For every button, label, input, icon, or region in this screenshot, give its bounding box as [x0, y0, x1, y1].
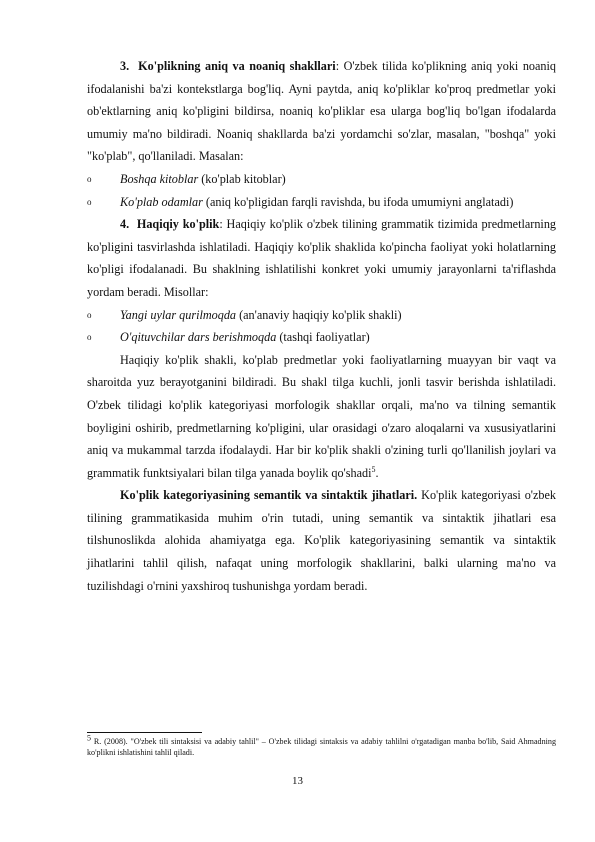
example-italic: Ko'plab odamlar [120, 194, 203, 209]
page-number: 13 [292, 775, 303, 787]
example-rest: (ko'plab kitoblar) [198, 171, 286, 186]
bullet-icon: o [87, 332, 92, 343]
example-item [87, 304, 556, 327]
section-4-number: 4. [120, 217, 130, 232]
footnote-number: 5 [87, 733, 91, 743]
example-italic: Yangi uylar qurilmoqda [120, 307, 237, 322]
bullet-icon: o [87, 196, 92, 207]
final-paragraph [87, 484, 556, 597]
section-3-number: 3. [120, 59, 130, 73]
section-3-paragraph [87, 55, 556, 168]
example-item [87, 191, 556, 214]
summary-text: Haqiqiy ko'plik shakli, ko'plab predmetlar yoki faoliyatlarning muayyan bir vaqt va sharoitda yuz berayotganini bildiradi. Bu shakl tilga kuchli, jonli tasvir berishda ishlatiladi. O'zbek tilidagi ko'plik kategoriyasi morfologik shakllar orqali, ma'no va tilning semantik boyligini oshirib, predmetlarning ko'pligini, ular orasidagi o'zaro aloqalarni va xususiyatlarini aniq va mukammal tarzda ifodalaydi. Har bir ko'plik shakli o'zining turli qo'llanilish joylari va grammatik funktsiyalari bilan tilga yanada boylik qo'shadi [87, 352, 556, 480]
footnote-divider [87, 732, 202, 733]
final-text: Ko'plik kategoriyasi o'zbek tilining grammatikasida muhim o'rin tutadi, uning semantik va sintaktik jihatlari esa tilshunoslikda alohida ahamiyatga ega. Ko'plik kategoriyasining semantik va sintaktik jihatlarini tahlil qilish, nafaqat uning morfologik shakllarini, balki ularning ma'no va tuzilishdagi o'rnini yaxshiroq tushunishga yordam beradi. [87, 488, 556, 593]
example-rest: (an'anaviy haqiqiy ko'plik shakli) [236, 307, 402, 322]
final-heading: Ko'plik kategoriyasining semantik va sintaktik jihatlari. [120, 488, 418, 503]
example-rest: (tashqi faoliyatlar) [276, 330, 370, 345]
example-item [87, 168, 556, 191]
section-4-heading: Haqiqiy ko'plik [136, 217, 220, 232]
example-item [87, 326, 556, 349]
footnote [87, 733, 556, 758]
footnote-reference[interactable]: 5 [371, 464, 376, 474]
summary-end: . [375, 465, 379, 480]
example-italic: Boshqa kitoblar [120, 171, 199, 186]
example-italic: O'qituvchilar dars berishmoqda [120, 330, 277, 345]
summary-paragraph [87, 349, 556, 485]
section-4-text: : Haqiqiy ko'plik o'zbek tilining grammatik tizimida predmetlarning ko'pligini tasvirlashda ishlatiladi. Haqiqiy ko'plik shaklida ko'pincha faoliyat yoki holatlarning ko'pligi ifodalanadi. Bu shaklning ishlatilishi konkret yoki umumiy jarayonlarni ta'riflashda yordam beradi. Misollar: [87, 217, 557, 299]
footnote-text: R. (2008). "O'zbek tili sintaksisi va adabiy tahlil" – O'zbek tilidagi sintaksis va adabiy tahlilni o'rgatadigan manba bo'lib, Said Ahmadning ko'plikni ishlatishini tahlil qiladi. [87, 737, 556, 757]
section-3-text: : O'zbek tilida ko'plikning aniq yoki noaniq ifodalanishi ba'zi kontekstlarga bog'liq. Ayni paytda, aniq ko'pliklar ko'proq predmetlar yoki ob'ektlarning aniq ko'pligini bildirsa, noaniq ko'pliklar esa ularga bog'liq bo'lgan ifodalarda umumiy ma'no bildiradi. Noaniq shakllarda ba'zi yordamchi so'zlar, masalan, "boshqa" yoki "ko'plab", qo'llaniladi. Masalan: [87, 59, 556, 164]
example-rest: (aniq ko'pligidan farqli ravishda, bu ifoda umumiyni anglatadi) [202, 194, 514, 209]
page-body [87, 55, 556, 597]
bullet-icon: o [87, 309, 92, 320]
section-4-paragraph [87, 213, 556, 303]
bullet-icon: o [87, 173, 92, 184]
section-3-heading: Ko'plikning aniq va noaniq shakllari [138, 59, 336, 73]
